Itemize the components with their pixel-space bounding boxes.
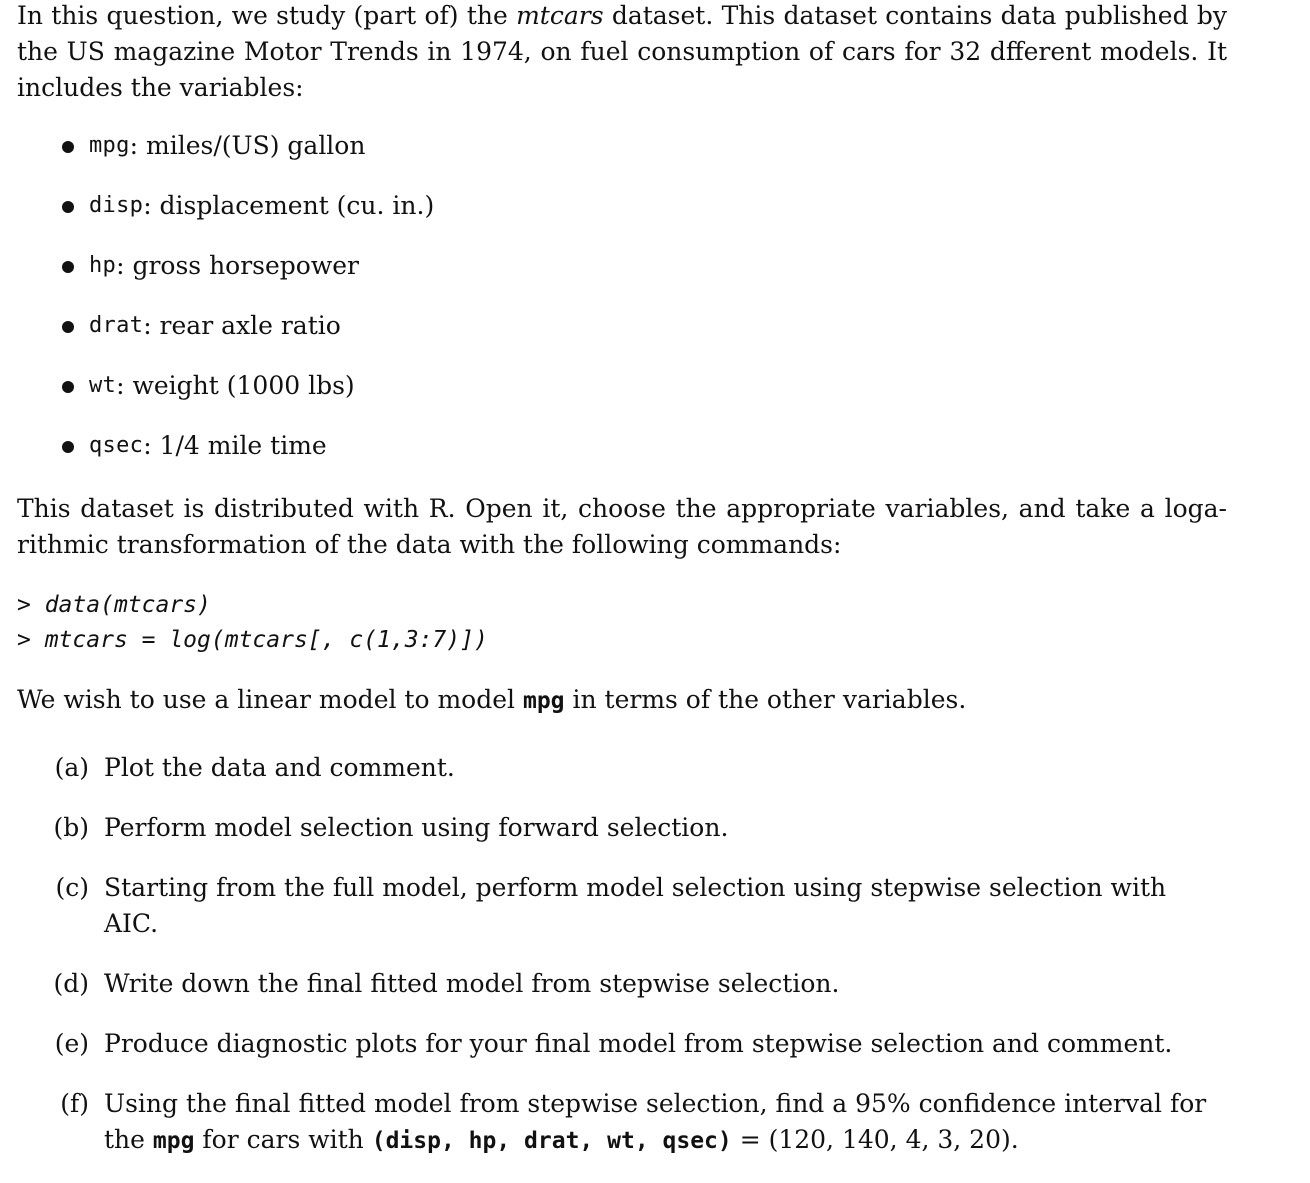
bullet-icon	[62, 381, 74, 393]
question-parts	[37, 750, 1227, 1183]
part-text: Perform model selection using forward selection.	[104, 813, 729, 842]
variable-description: : displacement (cu. in.)	[143, 191, 435, 220]
inline-code-tuple: (disp, hp, drat, wt, qsec)	[371, 1128, 732, 1154]
part-label: (e)	[54, 1029, 89, 1058]
dataset-name: mtcars	[516, 1, 604, 30]
bullet-icon	[62, 321, 74, 333]
question-part	[37, 750, 1227, 786]
intro-text-end: dataset. This dataset contains data published by the US magazine Motor Trends in 1974, on fuel consumption of cars for 32 dfferent models. It includes the variables:	[17, 1, 1227, 102]
variable-description: : weight (1000 lbs)	[116, 371, 355, 400]
part-f-text-mid: for cars with	[194, 1125, 372, 1154]
variable-description: : 1/4 mile time	[143, 431, 327, 460]
variable-name: disp	[89, 193, 144, 218]
code-prompt: >	[17, 592, 45, 618]
bullet-icon	[62, 261, 74, 273]
bullet-icon	[62, 201, 74, 213]
intro-paragraph	[17, 0, 1227, 106]
code-line	[17, 588, 488, 623]
part-label: (c)	[55, 873, 89, 902]
variable-item	[62, 188, 434, 248]
code-text: data(mtcars)	[44, 592, 211, 618]
variable-name: qsec	[89, 433, 144, 458]
variable-list	[62, 128, 434, 488]
inline-code-mpg: mpg	[522, 688, 565, 714]
part-text	[104, 1086, 1227, 1159]
model-paragraph	[17, 682, 966, 719]
variable-item	[62, 428, 434, 488]
part-text: Starting from the full model, perform model selection using stepwise selection with AIC.	[104, 873, 1167, 938]
question-part	[37, 1026, 1227, 1062]
part-text: Write down the final fitted model from stepwise selection.	[104, 969, 840, 998]
variable-name: mpg	[89, 133, 130, 158]
question-part	[37, 966, 1227, 1002]
variable-description: : gross horsepower	[116, 251, 360, 280]
part-label: (a)	[54, 753, 89, 782]
part-label: (d)	[53, 969, 89, 998]
code-text: mtcars = log(mtcars[, c(1,3:7)])	[44, 627, 488, 653]
instructions-paragraph: This dataset is distributed with R. Open it, choose the appropriate variables, and take a loga-rithmic transformation of the data with the following commands:	[17, 494, 1227, 559]
variable-name: drat	[89, 313, 144, 338]
part-label: (b)	[53, 813, 89, 842]
part-f-text-start: Using the final fitted model from stepwise selection, find a 95% confidence interval for the	[104, 1089, 1207, 1154]
variable-description: : rear axle ratio	[143, 311, 341, 340]
bullet-icon	[62, 441, 74, 453]
code-prompt: >	[17, 627, 45, 653]
part-text: Produce diagnostic plots for your final model from stepwise selection and comment.	[104, 1029, 1173, 1058]
variable-name: wt	[89, 373, 117, 398]
inline-code-mpg: mpg	[152, 1128, 195, 1154]
variable-item	[62, 368, 434, 428]
part-label: (f)	[60, 1089, 89, 1118]
part-text: Plot the data and comment.	[104, 753, 455, 782]
variable-description: : miles/(US) gallon	[129, 131, 366, 160]
question-part	[37, 870, 1227, 942]
variable-item	[62, 248, 434, 308]
variable-item	[62, 308, 434, 368]
variable-item	[62, 128, 434, 188]
model-text-end: in terms of the other variables.	[564, 685, 967, 714]
part-f-text-end: = (120, 140, 4, 3, 20).	[731, 1125, 1019, 1154]
question-part	[37, 1086, 1227, 1159]
question-part	[37, 810, 1227, 846]
bullet-icon	[62, 141, 74, 153]
code-block	[17, 588, 488, 658]
code-line	[17, 623, 488, 658]
variable-name: hp	[89, 253, 117, 278]
model-text-start: We wish to use a linear model to model	[17, 685, 523, 714]
intro-text-start: In this question, we study (part of) the	[17, 1, 517, 30]
